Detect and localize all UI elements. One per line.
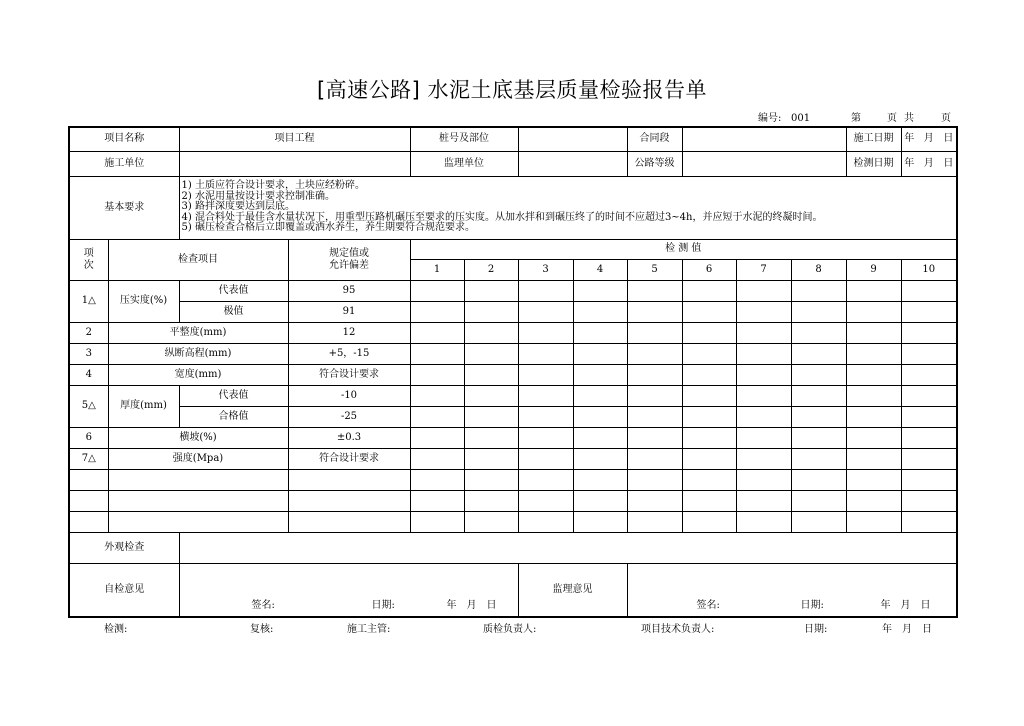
row-group: 厚度(mm)	[108, 385, 179, 427]
measure-cell[interactable]	[410, 511, 464, 532]
measure-cell[interactable]	[464, 343, 518, 364]
day-label: 日	[943, 133, 954, 145]
measure-cell[interactable]	[682, 511, 736, 532]
measure-cell[interactable]	[901, 406, 957, 427]
row-item: 纵断高程(mm)	[108, 343, 288, 364]
measure-cell[interactable]	[464, 406, 518, 427]
measure-cell[interactable]	[791, 364, 846, 385]
measure-cell[interactable]	[464, 490, 518, 511]
station-value[interactable]	[518, 127, 627, 151]
measure-cell[interactable]	[736, 301, 791, 322]
measure-cell[interactable]	[736, 343, 791, 364]
row-sub: 代表值	[179, 385, 288, 406]
measure-cell[interactable]	[627, 301, 682, 322]
measure-cell[interactable]	[901, 280, 957, 301]
row-sub: 极值	[179, 301, 288, 322]
measure-cell[interactable]	[627, 280, 682, 301]
measure-cell[interactable]	[846, 406, 901, 427]
measure-cell[interactable]	[518, 280, 573, 301]
measure-cell[interactable]	[901, 343, 957, 364]
contract-value[interactable]	[682, 127, 846, 151]
measure-cell[interactable]	[682, 280, 736, 301]
measure-cell[interactable]	[518, 385, 573, 406]
measure-cell[interactable]	[791, 343, 846, 364]
code-label: 编号:	[758, 113, 782, 124]
row-spec: -10	[288, 385, 410, 406]
row-sub: 代表值	[179, 280, 288, 301]
measure-cell[interactable]	[736, 427, 791, 448]
row-item: 平整度(mm)	[108, 322, 288, 343]
measure-cell[interactable]	[518, 322, 573, 343]
requirement-item: 5) 碾压检查合格后立即覆盖或洒水养生，养生期要符合规范要求。	[181, 222, 475, 234]
measure-cell[interactable]	[627, 448, 682, 469]
empty-cell[interactable]	[108, 511, 288, 532]
month-label: 月	[923, 133, 934, 145]
measure-cell[interactable]	[682, 490, 736, 511]
row-spec: 符合设计要求	[288, 448, 410, 469]
row-spec: 符合设计要求	[288, 364, 410, 385]
measure-cell[interactable]	[518, 469, 573, 490]
requirements-list	[179, 176, 957, 239]
row-index: 2	[69, 322, 108, 343]
measure-cell[interactable]	[791, 406, 846, 427]
empty-cell[interactable]	[69, 490, 108, 511]
supervision-opinion-area[interactable]	[627, 563, 957, 617]
self-check-date: 日期:	[371, 599, 395, 611]
measure-cell[interactable]	[573, 280, 627, 301]
measure-cell[interactable]	[791, 427, 846, 448]
measure-cell[interactable]	[464, 448, 518, 469]
measure-cell[interactable]	[901, 469, 957, 490]
measure-col-header: 2	[464, 259, 518, 280]
measure-cell[interactable]	[464, 322, 518, 343]
measure-cell[interactable]	[410, 490, 464, 511]
measure-cell[interactable]	[846, 448, 901, 469]
measure-cell[interactable]	[736, 364, 791, 385]
measure-cell[interactable]	[682, 343, 736, 364]
row-sub: 合格值	[179, 406, 288, 427]
measure-cell[interactable]	[736, 322, 791, 343]
supervision-opinion-label: 监理意见	[518, 563, 627, 617]
empty-cell[interactable]	[108, 469, 288, 490]
measure-cell[interactable]	[682, 469, 736, 490]
inspection-date-label: 检测日期	[846, 151, 901, 176]
measure-cell[interactable]	[846, 385, 901, 406]
table-row	[69, 364, 957, 385]
measure-col-header: 1	[410, 259, 464, 280]
measure-cell[interactable]	[627, 511, 682, 532]
measure-cell[interactable]	[410, 448, 464, 469]
measure-cell[interactable]	[464, 280, 518, 301]
measure-cell[interactable]	[736, 490, 791, 511]
page-di: 第	[851, 113, 861, 124]
measure-cell[interactable]	[627, 322, 682, 343]
row-spec: -25	[288, 406, 410, 427]
station-label: 桩号及部位	[410, 127, 518, 151]
row-item: 宽度(mm)	[108, 364, 288, 385]
measure-cell[interactable]	[518, 406, 573, 427]
row-item: 横坡(%)	[108, 427, 288, 448]
requirement-item: 3) 路拌深度要达到层底。	[181, 201, 295, 213]
measure-cell[interactable]	[573, 301, 627, 322]
year-label: 年	[904, 133, 915, 145]
measure-cell[interactable]	[901, 364, 957, 385]
year-label: 年	[904, 157, 915, 169]
code-value: 001	[791, 113, 811, 124]
measure-cell[interactable]	[627, 343, 682, 364]
appearance-label: 外观检查	[69, 532, 179, 563]
table-row	[69, 385, 957, 406]
measure-cell[interactable]	[791, 448, 846, 469]
measure-cell[interactable]	[901, 301, 957, 322]
measure-col-header: 5	[627, 259, 682, 280]
measure-cell[interactable]	[464, 427, 518, 448]
empty-cell[interactable]	[108, 490, 288, 511]
measure-col-header: 9	[846, 259, 901, 280]
measure-cell[interactable]	[791, 322, 846, 343]
col-spec-header	[288, 239, 410, 280]
measure-cell[interactable]	[791, 280, 846, 301]
measure-cell[interactable]	[901, 427, 957, 448]
measure-cell[interactable]	[682, 385, 736, 406]
supervision-unit-value[interactable]	[518, 151, 627, 176]
measure-cell[interactable]	[410, 343, 464, 364]
measure-cell[interactable]	[410, 322, 464, 343]
measure-col-header: 6	[682, 259, 736, 280]
measure-cell[interactable]	[573, 364, 627, 385]
empty-cell[interactable]	[69, 511, 108, 532]
measure-cell[interactable]	[627, 490, 682, 511]
appearance-value[interactable]	[179, 532, 957, 563]
self-check-label: 自检意见	[69, 563, 179, 617]
footer-tech-head: 项目技术负责人:	[641, 624, 715, 635]
col-spec-line1: 规定值或	[329, 247, 369, 259]
footer-foreman: 施工主管:	[347, 624, 391, 635]
requirement-item: 1) 土质应符合设计要求，土块应经粉碎。	[181, 180, 365, 192]
road-grade-value[interactable]	[682, 151, 846, 176]
measure-cell[interactable]	[682, 448, 736, 469]
measure-cell[interactable]	[464, 301, 518, 322]
measure-cell[interactable]	[846, 469, 901, 490]
measure-cell[interactable]	[573, 343, 627, 364]
supervision-ymd: 年 月 日	[880, 599, 931, 611]
row-index: 1△	[69, 280, 108, 322]
measure-cell[interactable]	[627, 427, 682, 448]
row-group: 压实度(%)	[108, 280, 179, 322]
measure-cell[interactable]	[410, 385, 464, 406]
measure-cell[interactable]	[573, 511, 627, 532]
measure-cell[interactable]	[573, 427, 627, 448]
row-spec: 95	[288, 280, 410, 301]
table-row	[69, 406, 957, 427]
col-index-header: 项次	[69, 239, 108, 280]
requirements-label: 基本要求	[69, 176, 179, 239]
self-check-ymd: 年 月 日	[446, 599, 497, 611]
construction-unit-label: 施工单位	[69, 151, 179, 176]
measure-cell[interactable]	[573, 469, 627, 490]
day-label: 日	[943, 157, 954, 169]
footer-ymd: 年 月 日	[882, 624, 932, 635]
road-grade-label: 公路等级	[627, 151, 682, 176]
measure-cell[interactable]	[791, 301, 846, 322]
row-index: 7△	[69, 448, 108, 469]
inspection-date-value[interactable]	[901, 151, 957, 176]
measure-col-header: 8	[791, 259, 846, 280]
measure-cell[interactable]	[682, 427, 736, 448]
row-index: 3	[69, 343, 108, 364]
measure-cell[interactable]	[518, 301, 573, 322]
table-row	[69, 322, 957, 343]
supervision-date: 日期:	[800, 599, 824, 611]
measure-col-header: 7	[736, 259, 791, 280]
empty-cell[interactable]	[69, 469, 108, 490]
supervision-unit-label: 监理单位	[410, 151, 518, 176]
measure-cell[interactable]	[791, 490, 846, 511]
footer-date: 日期:	[804, 624, 828, 635]
construction-date-value[interactable]	[901, 127, 957, 151]
empty-cell[interactable]	[288, 469, 410, 490]
table-row	[69, 490, 957, 511]
table-row	[69, 280, 957, 301]
measure-cell[interactable]	[410, 280, 464, 301]
row-item: 强度(Mpa)	[108, 448, 288, 469]
measure-cell[interactable]	[736, 448, 791, 469]
measure-cell[interactable]	[410, 406, 464, 427]
measure-cell[interactable]	[846, 427, 901, 448]
measure-cell[interactable]	[627, 364, 682, 385]
measure-cell[interactable]	[464, 364, 518, 385]
measure-cell[interactable]	[791, 469, 846, 490]
empty-cell[interactable]	[288, 490, 410, 511]
row-index: 4	[69, 364, 108, 385]
table-row	[69, 343, 957, 364]
measure-cell[interactable]	[901, 511, 957, 532]
row-index: 6	[69, 427, 108, 448]
contract-label: 合同段	[627, 127, 682, 151]
measure-col-header: 4	[573, 259, 627, 280]
measure-cell[interactable]	[736, 385, 791, 406]
measure-col-header: 10	[901, 259, 957, 280]
col-spec-line2: 允许偏差	[329, 259, 369, 271]
measure-cell[interactable]	[573, 406, 627, 427]
measure-cell[interactable]	[573, 448, 627, 469]
measure-cell[interactable]	[518, 511, 573, 532]
measure-cell[interactable]	[736, 469, 791, 490]
col-item-header: 检查项目	[108, 239, 288, 280]
project-name-label: 项目名称	[69, 127, 179, 151]
page-ye2: 页	[941, 113, 951, 124]
measure-cell[interactable]	[627, 385, 682, 406]
measure-cell[interactable]	[464, 385, 518, 406]
measure-cell[interactable]	[846, 364, 901, 385]
self-check-sign: 签名:	[251, 599, 275, 611]
row-spec: +5，-15	[288, 343, 410, 364]
measure-cell[interactable]	[410, 427, 464, 448]
measure-cell[interactable]	[736, 511, 791, 532]
requirement-item: 4) 混合料处于最佳含水量状况下，用重型压路机碾压至要求的压实度。从加水拌和到碾压终了的时间不应超过3~4h，并应短于水泥的终凝时间。	[181, 211, 823, 223]
page-ye1: 页	[887, 113, 897, 124]
footer-reviewer: 复核:	[250, 624, 274, 635]
measure-cell[interactable]	[682, 364, 736, 385]
row-spec: ±0.3	[288, 427, 410, 448]
measure-cell[interactable]	[573, 385, 627, 406]
measure-cell[interactable]	[682, 301, 736, 322]
measure-cell[interactable]	[901, 490, 957, 511]
measure-cell[interactable]	[518, 364, 573, 385]
measure-cell[interactable]	[791, 511, 846, 532]
measure-cell[interactable]	[573, 322, 627, 343]
footer-qc-head: 质检负责人:	[483, 624, 537, 635]
measure-cell[interactable]	[791, 385, 846, 406]
measure-cell[interactable]	[846, 301, 901, 322]
measure-cell[interactable]	[627, 469, 682, 490]
table-row	[69, 511, 957, 532]
measure-cell[interactable]	[464, 511, 518, 532]
measure-cell[interactable]	[518, 448, 573, 469]
measure-cell[interactable]	[846, 280, 901, 301]
project-name-value[interactable]: 项目工程	[179, 127, 410, 151]
table-row	[69, 448, 957, 469]
requirement-item: 2) 水泥用量按设计要求控制准确。	[181, 190, 335, 202]
inspection-form	[68, 126, 958, 618]
measure-cell[interactable]	[410, 364, 464, 385]
measure-cell[interactable]	[573, 490, 627, 511]
construction-unit-value[interactable]	[179, 151, 410, 176]
measure-cell[interactable]	[846, 322, 901, 343]
measure-cell[interactable]	[736, 280, 791, 301]
measure-col-header: 3	[518, 259, 573, 280]
measure-cell[interactable]	[410, 469, 464, 490]
measure-cell[interactable]	[410, 301, 464, 322]
report-title: [高速公路] 水泥土底基层质量检验报告单	[316, 78, 708, 102]
measure-cell[interactable]	[736, 406, 791, 427]
measure-cell[interactable]	[627, 406, 682, 427]
empty-cell[interactable]	[288, 511, 410, 532]
self-check-area[interactable]	[179, 563, 518, 617]
construction-date-label: 施工日期	[846, 127, 901, 151]
measure-cell[interactable]	[682, 406, 736, 427]
table-row	[69, 469, 957, 490]
measure-cell[interactable]	[518, 490, 573, 511]
row-spec: 91	[288, 301, 410, 322]
supervision-sign: 签名:	[696, 599, 720, 611]
table-row	[69, 427, 957, 448]
measure-cell[interactable]	[846, 343, 901, 364]
measure-cell[interactable]	[464, 469, 518, 490]
col-measured-header: 检 测 值	[410, 239, 957, 259]
month-label: 月	[923, 157, 934, 169]
measure-cell[interactable]	[846, 490, 901, 511]
measure-cell[interactable]	[518, 427, 573, 448]
measure-cell[interactable]	[901, 385, 957, 406]
measure-cell[interactable]	[518, 343, 573, 364]
measure-cell[interactable]	[901, 448, 957, 469]
measure-cell[interactable]	[682, 322, 736, 343]
table-row	[69, 301, 957, 322]
measure-cell[interactable]	[901, 322, 957, 343]
row-index: 5△	[69, 385, 108, 427]
row-spec: 12	[288, 322, 410, 343]
footer-inspector: 检测:	[104, 624, 128, 635]
page-gong: 共	[904, 113, 914, 124]
measure-cell[interactable]	[846, 511, 901, 532]
